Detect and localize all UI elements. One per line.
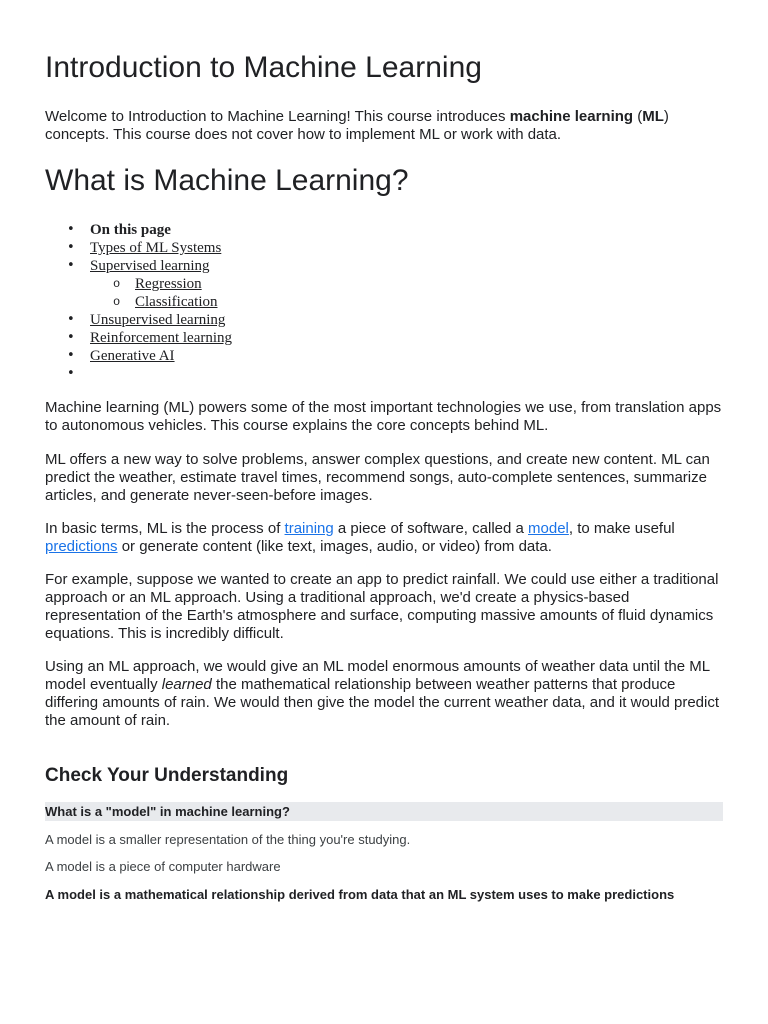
toc-link-regression[interactable]: Regression [135,276,202,292]
paragraph-rainfall-example: For example, suppose we wanted to create an app to predict rainfall. We could use either a traditional approach or an ML approach. Using a traditional approach, we'd create a physics-based representation of the Earth's atmosphere and surface, computing massive amounts of fluid dynamics equations. This is incredibly difficult. [45,571,719,642]
intro-paren-open: ( [633,108,643,125]
ml-approach-text-2: the mathematical relationship between weather patterns that produce differing amounts of rain. We would then give the model the current weather data, and it would predict the amount of rain. [45,676,720,729]
toc-item-generative-ai[interactable] [45,347,232,365]
intro-paragraph [45,108,725,144]
ml-approach-italic-learned: learned [161,676,212,693]
toc-link-supervised-learning[interactable]: Supervised learning [90,258,210,274]
intro-bold-abbrev: ML [642,108,664,125]
page-title: Introduction to Machine Learning [45,51,482,84]
paragraph-basic-terms [45,520,725,556]
basic-terms-text-1: In basic terms, ML is the process of [45,520,285,537]
toc-item-reinforcement-learning[interactable] [45,329,232,347]
basic-terms-text-2: a piece of software, called a [333,520,529,537]
paragraph-ml-approach [45,658,725,730]
check-understanding-heading: Check Your Understanding [45,765,289,786]
section-title-what-is-ml: What is Machine Learning? [45,164,409,197]
quiz-option-1[interactable]: A model is a smaller representation of the thing you're studying. [45,832,411,847]
intro-text-after: ) concepts. This course does not cover how to implement ML or work with data. [45,108,669,143]
ml-approach-text-1: Using an ML approach, we would give an ML model enormous amounts of weather data until the ML model eventually [45,658,710,693]
intro-text-before: Welcome to Introduction to Machine Learning! This course introduces [45,108,510,125]
toc-link-types-of-ml-systems[interactable]: Types of ML Systems [90,240,222,256]
paragraph-ml-powers: Machine learning (ML) powers some of the most important technologies we use, from translation apps to autonomous vehicles. This course explains the core concepts behind ML. [45,399,722,434]
paragraph-new-way: ML offers a new way to solve problems, answer complex questions, and create new content. ML can predict the weather, estimate travel times, recommend songs, auto-complete sentences, summarize articles, and generate never-seen-before images. [45,451,710,504]
toc-link-generative-ai[interactable]: Generative AI [90,348,175,364]
toc-header-label: On this page [90,222,171,238]
link-training[interactable]: training [284,520,334,537]
toc-item-supervised-learning[interactable] [45,257,232,275]
on-this-page-toc [45,221,232,383]
toc-link-classification[interactable]: Classification [135,294,218,310]
intro-bold-term: machine learning [509,108,634,125]
link-predictions[interactable]: predictions [45,538,118,555]
toc-item-unsupervised-learning[interactable] [45,311,232,329]
quiz-option-3[interactable]: A model is a mathematical relationship derived from data that an ML system uses to make predictions [45,887,675,902]
basic-terms-text-4: or generate content (like text, images, audio, or video) from data. [117,538,552,555]
toc-item-classification[interactable] [45,293,232,311]
toc-item-empty [45,365,232,383]
quiz-question: What is a "model" in machine learning? [45,802,723,821]
quiz-option-2[interactable]: A model is a piece of computer hardware [45,859,281,874]
toc-item-types-of-ml-systems[interactable] [45,239,232,257]
toc-header [45,221,232,239]
link-model[interactable]: model [528,520,569,537]
toc-link-reinforcement-learning[interactable]: Reinforcement learning [90,330,233,346]
toc-item-regression[interactable] [45,275,232,293]
basic-terms-text-3: , to make useful [568,520,675,537]
toc-link-unsupervised-learning[interactable]: Unsupervised learning [90,312,226,328]
